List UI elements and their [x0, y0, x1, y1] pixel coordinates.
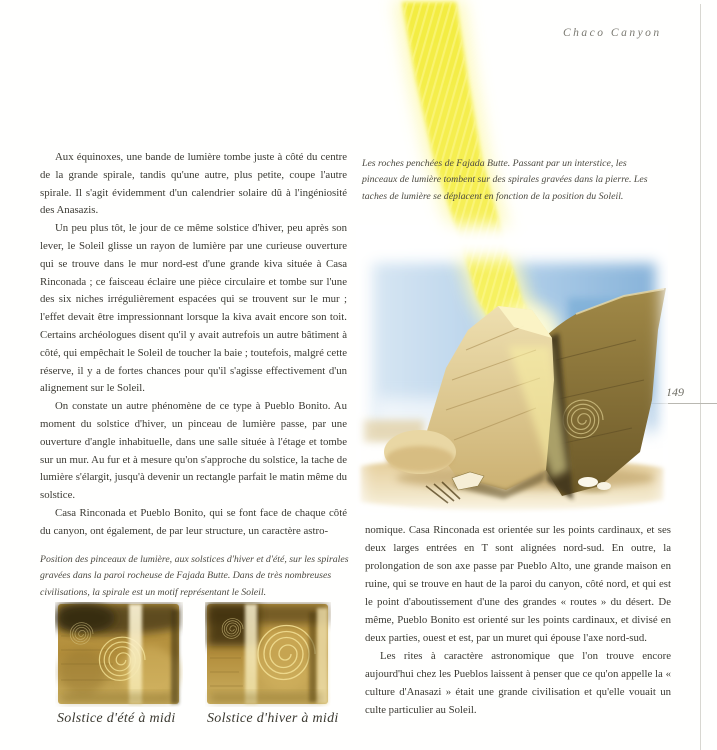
dark-bottom-band	[61, 694, 173, 702]
petroglyph-summer-figure	[55, 602, 183, 708]
page-number: 149	[666, 385, 684, 399]
left-caption: Position des pinceaux de lumière, aux solstices d'hiver et d'été, sur les spirales gravées dans la paroi rocheuse de Fajada Butte. Dans de très nombreuses civilisations, la spirale est un motif représentant le Soleil.	[40, 554, 349, 598]
body-paragraph: Les rites à caractère astronomique que l'on trouve encore aujourd'hui chez les Pueblos laissent à penser que ce qu'on appelle la « culture d'Anasazi » était une grande civilisation et qu'elle vouait un culte particulier au Soleil.	[365, 650, 671, 716]
body-paragraph: nomique. Casa Rinconada est orientée sur les points cardinaux, et ses deux larges entrées en T sont alignées nord-sud. En outre, la prolongation de son axe passe par Pueblo Alto, une grande maison en ruine, qui se trouve en haut de la paroi du canyon, côté nord, et qui est le point d'aboutissement d'une des grandes « routes » du désert. De même, Pueblo Bonito est orienté sur les points cardinaux, et divisé en deux parties, ouest et est, par un muret qui épouse l'axe nord-sud.	[365, 524, 671, 644]
body-paragraph: Un peu plus tôt, le jour de ce même solstice d'hiver, peu après son lever, le Soleil glisse un rayon de lumière par une curieuse ouverture qui se trouve dans le mur nord-est d'une grande kiva située à Casa Rinconada ; ce faisceau éclaire une pièce circulaire et tombe sur l'une des six niches irrégulièrement espacées qui se trouvent sur le mur ; l'effet devait être impressionnant lorsque la kiva avait encore son toit. Certains archéologues disent qu'il y avait autrefois un autre bâtiment à côté, qui empêchait le Soleil de toucher la baie ; toutefois, malgré cette réserve, il y a de fortes chances pour qu'il s'agisse effectivement d'un alignement sur le Soleil.	[40, 222, 347, 395]
petroglyph-winter-figure	[205, 602, 331, 708]
figure-label-winter: Solstice d'hiver à midi	[207, 711, 339, 726]
right-caption: Les roches penchées de Fajada Butte. Passant par un interstice, les pinceaux de lumière tombent sur des spirales gravées dans la pierre. Les taches de lumière se déplacent en fonction de la position du Soleil.	[362, 158, 648, 202]
body-paragraph: Casa Rinconada et Pueblo Bonito, qui se font face de chaque côté du canyon, ont également, de par leur structure, un caractère astro-	[40, 506, 347, 537]
figure-label-summer: Solstice d'été à midi	[57, 711, 176, 726]
margin-vertical-rule	[700, 4, 701, 750]
light-beam-slit	[245, 604, 257, 704]
running-head: Chaco Canyon	[563, 27, 662, 39]
light-right-edge	[317, 608, 328, 704]
body-paragraph: Aux équinoxes, une bande de lumière tombe juste à côté du centre de la grande spirale, tandis qu'une autre, plus petite, coupe l'autre spirale. Il s'agit évidemment d'un calendrier solaire dû à l'ingéniosité des Anasazis.	[40, 151, 347, 217]
fajada-butte-illustration	[356, 0, 668, 515]
left-column-body	[40, 149, 347, 541]
dark-bottom-band	[210, 694, 322, 702]
body-paragraph: On constate un autre phénomène de ce type à Pueblo Bonito. Au moment du solstice d'hiver, un pinceau de lumière passe, par une ouverture d'angle inhabituelle, dans une salle située à l'étage et tombe sur un mur. Au fur et à mesure qu'on s'approche du solstice, la tache de lumière s'élargit, jusqu'à devenir un rectangle parfait le matin même du solstice.	[40, 400, 347, 502]
right-column-body	[365, 521, 671, 719]
light-beam-slit	[129, 604, 142, 704]
dark-right-edge	[171, 610, 179, 704]
dark-right-band	[309, 612, 317, 702]
left-boulder	[384, 430, 456, 474]
